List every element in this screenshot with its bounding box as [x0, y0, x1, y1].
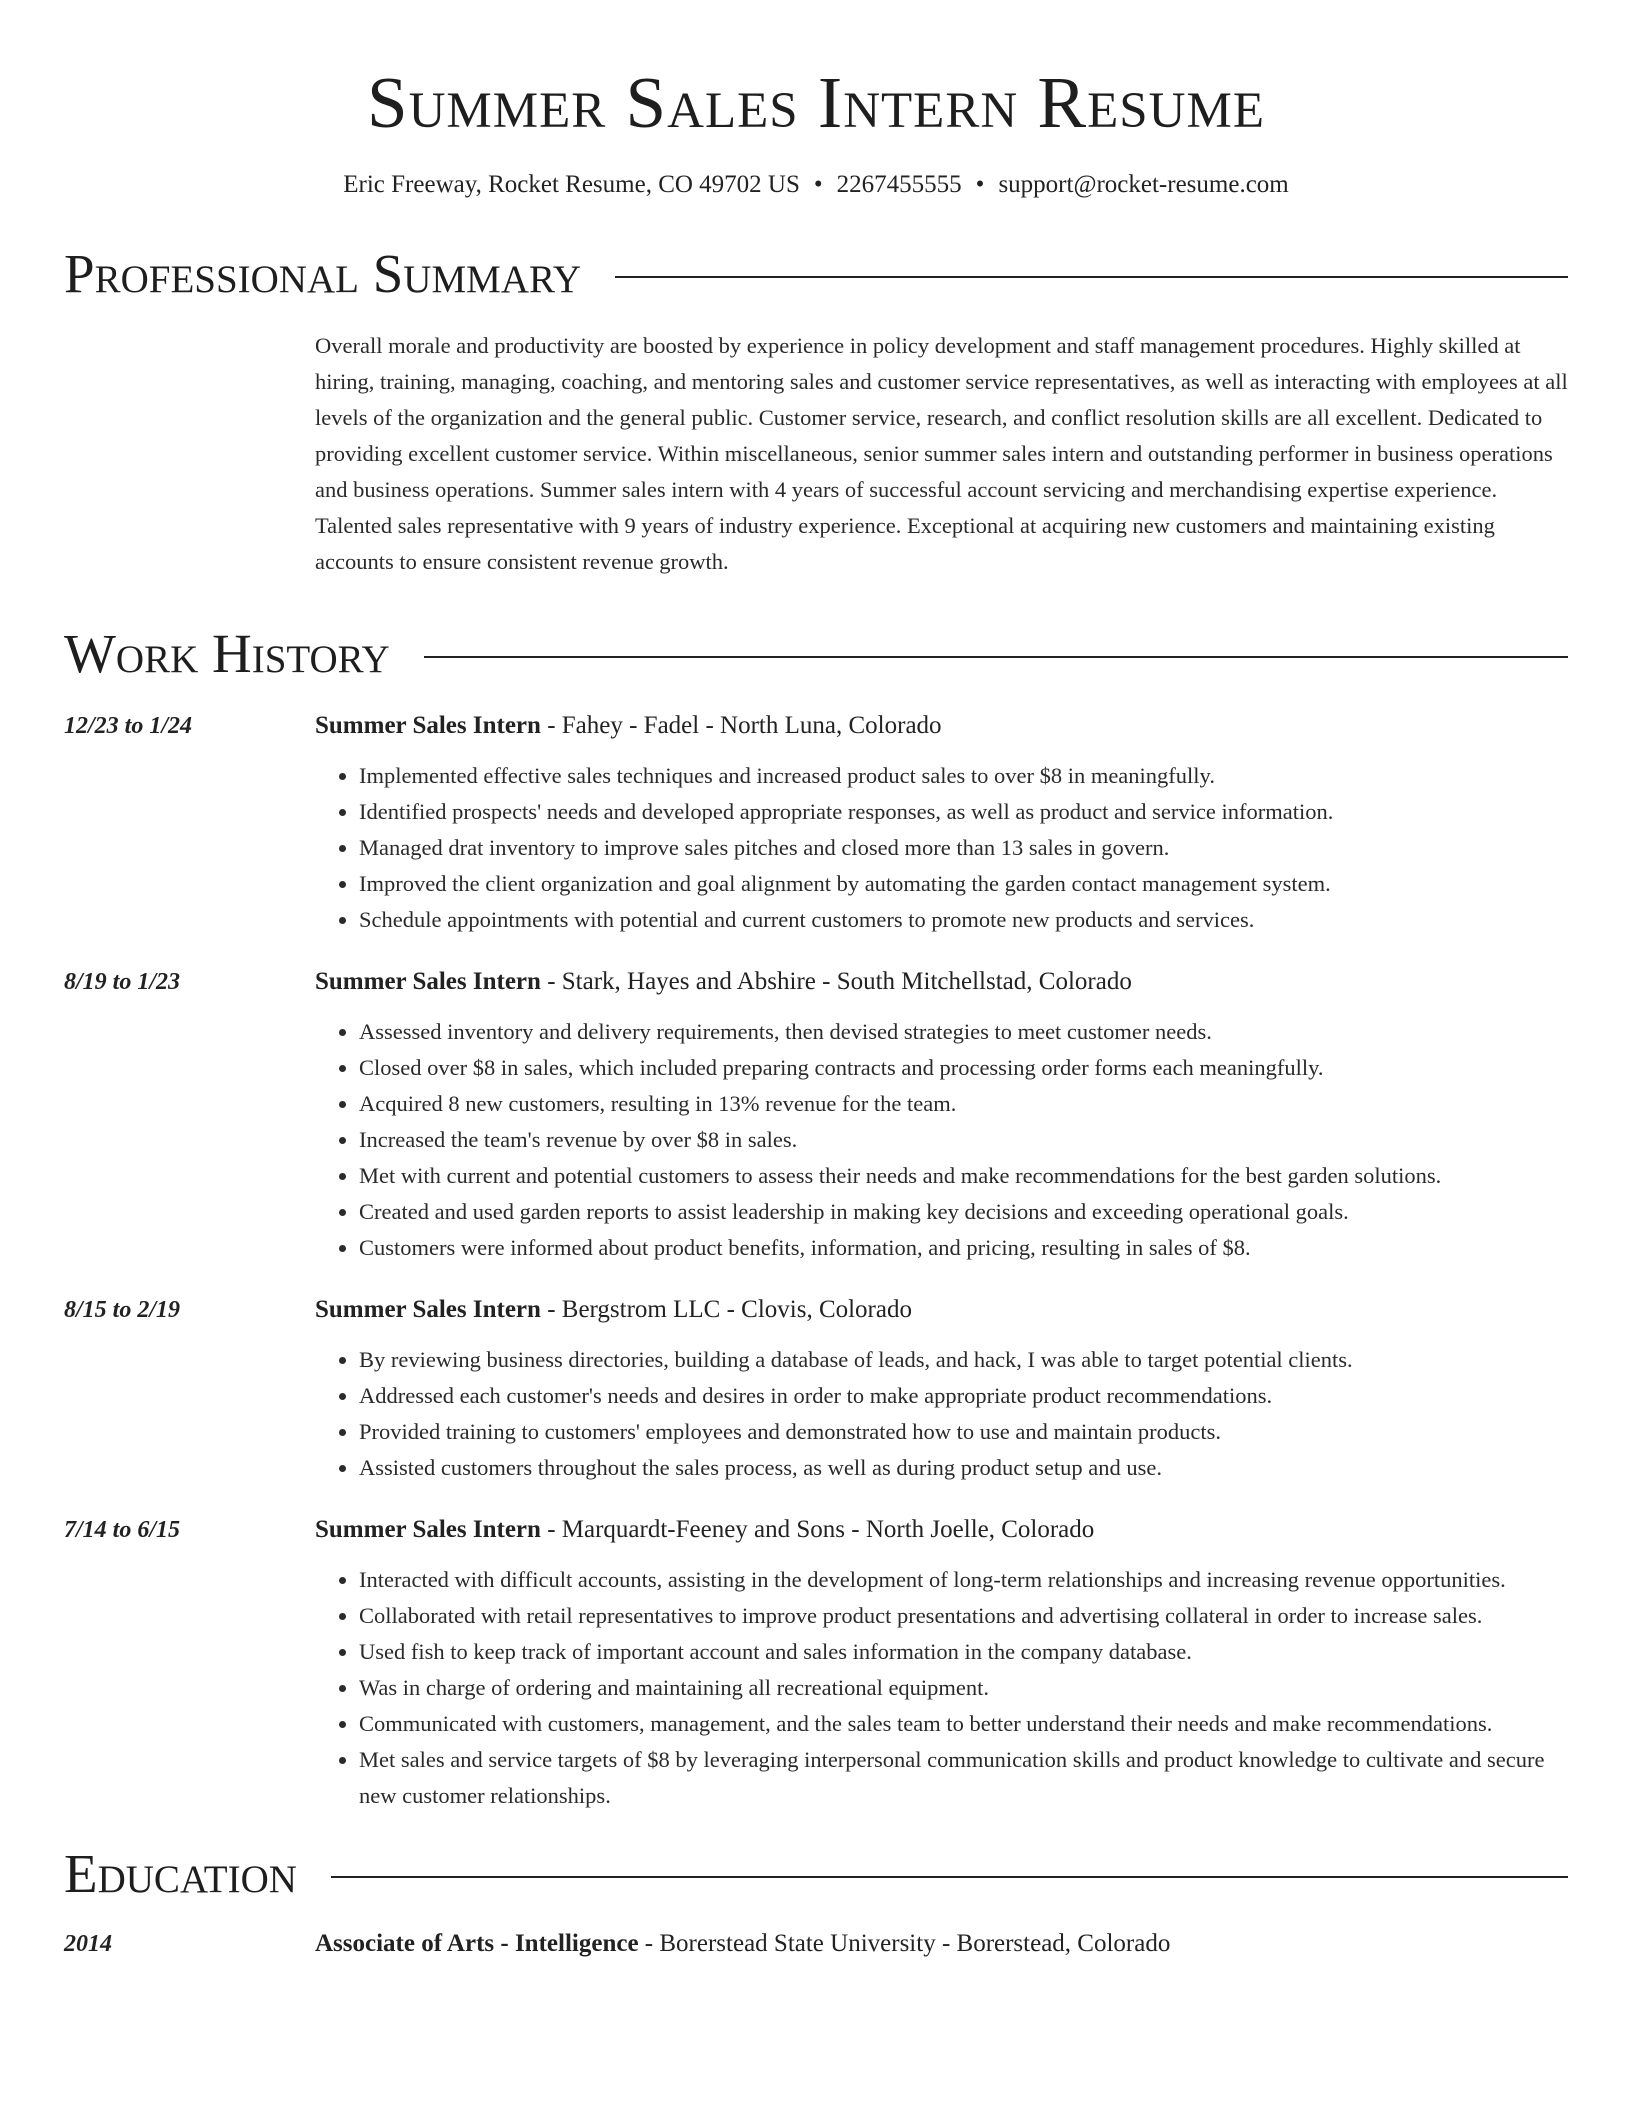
education-school-location: - Borerstead State University - Borerstead, Colorado [638, 1930, 1171, 1957]
job-entry [64, 1512, 1568, 1814]
job-title: Summer Sales Intern [315, 1296, 541, 1323]
resume-title: Summer Sales Intern Resume [367, 62, 1265, 143]
contact-phone: 2267455555 [836, 171, 962, 198]
job-bullet: • Identified prospects' needs and developed appropriate responses, as well as product and service information. [359, 794, 1568, 830]
resume-page [64, 0, 1568, 1962]
section-divider [331, 1876, 1568, 1878]
job-bullet: • Collaborated with retail representatives to improve product presentations and advertising collateral in order to increase sales. [359, 1598, 1568, 1634]
job-bullet: • Assisted customers throughout the sales process, as well as during product setup and use. [359, 1450, 1568, 1486]
job-bullet: • Assessed inventory and delivery requirements, then devised strategies to meet customer needs. [359, 1014, 1568, 1050]
job-bullet: • Increased the team's revenue by over $8 in sales. [359, 1122, 1568, 1158]
summary-section-header [64, 244, 1568, 304]
job-body [315, 1512, 1568, 1814]
job-title: Summer Sales Intern [315, 1516, 541, 1543]
summary-text: Overall morale and productivity are boosted by experience in policy development and staff management procedures. Highly skilled at hiring, training, managing, coaching, and mentoring sales and customer service representatives, as well as interacting with employees at all levels of the organization and the general public. Customer service, research, and conflict resolution skills are all excellent. Dedicated to providing excellent customer service. Within miscellaneous, senior summer sales intern and outstanding performer in business operations and business operations. Summer sales intern with 4 years of successful account servicing and merchandising expertise experience. Talented sales representative with 9 years of industry experience. Exceptional at acquiring new customers and maintaining existing accounts to ensure consistent revenue growth. [315, 333, 1568, 574]
job-bullet: • Implemented effective sales techniques and increased product sales to over $8 in meaningfully. [359, 758, 1568, 794]
education-heading: Education [64, 1843, 297, 1904]
job-bullet: • Met with current and potential customers to assess their needs and make recommendations for the best garden solutions. [359, 1158, 1568, 1194]
job-bullet: • Improved the client organization and goal alignment by automating the garden contact management system. [359, 866, 1568, 902]
section-divider [615, 276, 1568, 278]
work-history-list [64, 708, 1568, 1814]
job-company-location: - Marquardt-Feeney and Sons - North Joelle, Colorado [540, 1516, 1095, 1543]
job-bullet: • Addressed each customer's needs and desires in order to make appropriate product recommendations. [359, 1378, 1568, 1414]
job-bullet: • Managed drat inventory to improve sales pitches and closed more than 13 sales in govern. [359, 830, 1568, 866]
job-company-location: - Bergstrom LLC - Clovis, Colorado [540, 1296, 912, 1323]
job-entry [64, 1292, 1568, 1486]
contact-separator: • [975, 171, 985, 198]
job-bullet: • Acquired 8 new customers, resulting in 13% revenue for the team. [359, 1086, 1568, 1122]
job-date: 8/15 to 2/19 [64, 1297, 181, 1323]
job-title: Summer Sales Intern [315, 712, 541, 739]
job-bullet: • Communicated with customers, management, and the sales team to better understand their needs and make recommendations. [359, 1706, 1568, 1742]
job-bullet-list [315, 1562, 1568, 1814]
education-degree: Associate of Arts - Intelligence [315, 1930, 639, 1957]
job-company-location: - Fahey - Fadel - North Luna, Colorado [540, 712, 942, 739]
job-body [315, 964, 1568, 1266]
education-list [64, 1926, 1568, 1962]
job-bullet: • Schedule appointments with potential and current customers to promote new products and services. [359, 902, 1568, 938]
contact-separator: • [813, 171, 823, 198]
work-section-header [64, 624, 1568, 684]
job-bullet: • Customers were informed about product benefits, information, and pricing, resulting in sales of $8. [359, 1230, 1568, 1266]
education-heading-line [315, 1926, 1568, 1962]
job-bullet: • Provided training to customers' employees and demonstrated how to use and maintain products. [359, 1414, 1568, 1450]
job-heading [315, 1292, 1568, 1328]
job-date: 7/14 to 6/15 [64, 1517, 181, 1543]
job-company-location: - Stark, Hayes and Abshire - South Mitchellstad, Colorado [540, 968, 1132, 995]
job-date: 12/23 to 1/24 [64, 713, 193, 739]
job-bullet-list [315, 758, 1568, 938]
job-body [315, 708, 1568, 938]
summary-heading: Professional Summary [64, 243, 582, 304]
job-heading [315, 964, 1568, 1000]
job-bullet: • Closed over $8 in sales, which included preparing contracts and processing order forms each meaningfully. [359, 1050, 1568, 1086]
contact-line [64, 170, 1568, 200]
contact-address: Eric Freeway, Rocket Resume, CO 49702 US [343, 171, 800, 198]
job-bullet: • Was in charge of ordering and maintaining all recreational equipment. [359, 1670, 1568, 1706]
education-body [315, 1926, 1568, 1962]
job-entry [64, 964, 1568, 1266]
job-body [315, 1292, 1568, 1486]
job-date: 8/19 to 1/23 [64, 969, 181, 995]
job-bullet: • Met sales and service targets of $8 by leveraging interpersonal communication skills and product knowledge to cultivate and secure new customer relationships. [359, 1742, 1568, 1814]
job-bullet: • Created and used garden reports to assist leadership in making key decisions and exceeding operational goals. [359, 1194, 1568, 1230]
section-divider [424, 656, 1568, 658]
job-bullet-list [315, 1014, 1568, 1266]
job-bullet-list [315, 1342, 1568, 1486]
contact-email: support@rocket-resume.com [998, 171, 1289, 198]
job-heading [315, 1512, 1568, 1548]
education-entry [64, 1926, 1568, 1962]
job-bullet: • Used fish to keep track of important account and sales information in the company database. [359, 1634, 1568, 1670]
job-bullet: • By reviewing business directories, building a database of leads, and hack, I was able to target potential clients. [359, 1342, 1568, 1378]
education-date: 2014 [64, 1931, 112, 1957]
job-heading [315, 708, 1568, 744]
work-heading: Work History [64, 623, 390, 684]
job-entry [64, 708, 1568, 938]
job-title: Summer Sales Intern [315, 968, 541, 995]
education-section-header [64, 1844, 1568, 1904]
job-bullet: • Interacted with difficult accounts, assisting in the development of long-term relationships and increasing revenue opportunities. [359, 1562, 1568, 1598]
